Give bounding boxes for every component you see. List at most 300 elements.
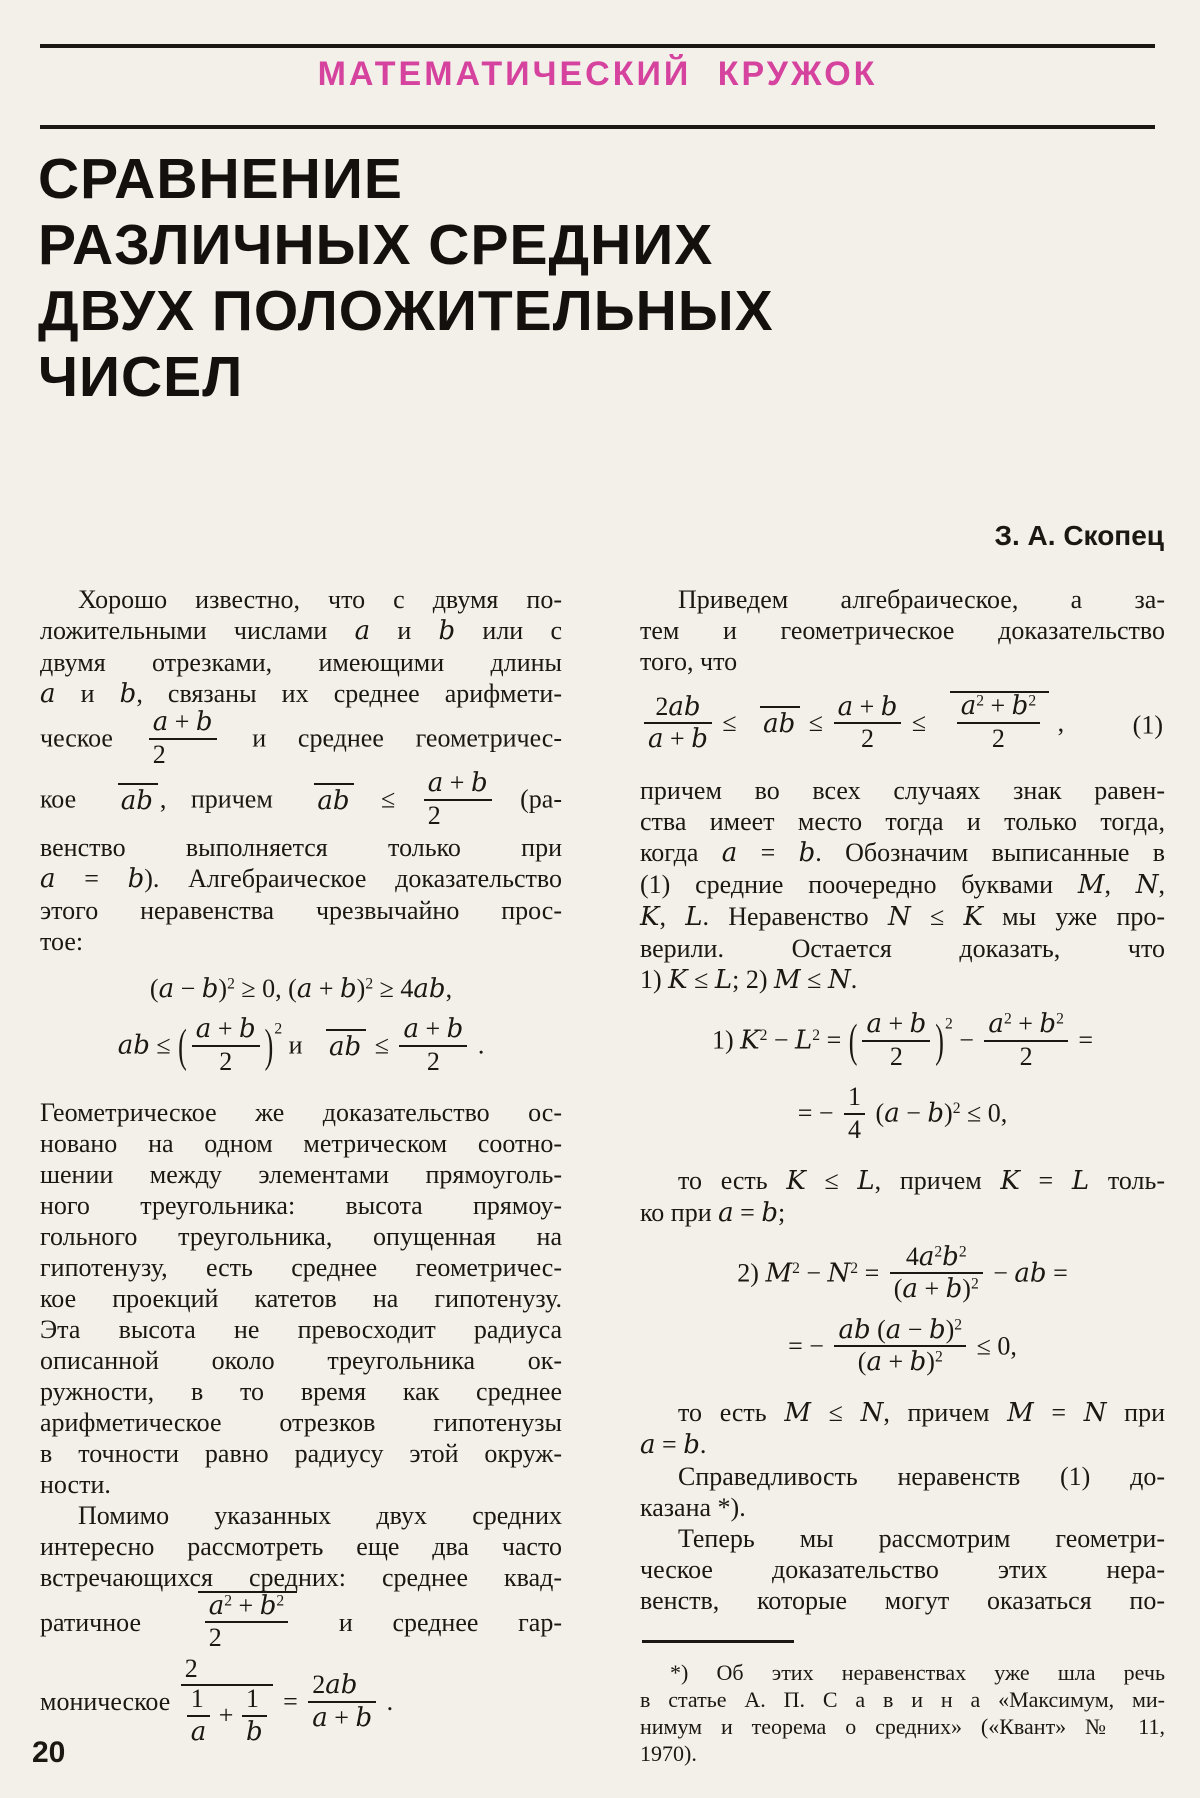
text: арифметическое отрезков гипотенузы [40, 1407, 562, 1437]
text: и [370, 616, 439, 645]
math-variable: b [928, 1314, 946, 1345]
text: = [733, 1197, 762, 1227]
equation-row [640, 693, 1165, 757]
text: ( [149, 974, 159, 1004]
denominator [984, 1042, 1067, 1072]
text: интересно рассмотреть еще два часто [40, 1531, 562, 1561]
paragraph-line [40, 1283, 562, 1314]
paragraph-line [640, 1397, 1165, 1429]
paragraph-line [640, 837, 1165, 869]
text: 1 [190, 1684, 204, 1714]
paragraph-line [40, 1097, 562, 1128]
math-variable: M [784, 1397, 811, 1428]
fraction [834, 1316, 966, 1377]
author-byline: З. А. Скопец [994, 520, 1164, 551]
paragraph-line [640, 1197, 1165, 1229]
paragraph [640, 1165, 1165, 1229]
text: ( [870, 1314, 886, 1344]
text: встречающихся средних: среднее квад- [40, 1562, 562, 1592]
radical-sign [299, 783, 314, 817]
big-paren: ( [848, 1014, 858, 1067]
paragraph [640, 1523, 1165, 1616]
math-variable: b [245, 1716, 263, 1747]
big-paren: ) [264, 1019, 274, 1073]
math-variable: b [927, 1098, 945, 1129]
math-variable: L [1071, 1165, 1090, 1196]
text: ного треугольника: высота прямоу- [40, 1190, 562, 1220]
title-line: СРАВНЕНИЕ [38, 147, 403, 211]
text: + [168, 707, 196, 736]
math-variable: N [1135, 870, 1159, 901]
paragraph-line [40, 1345, 562, 1376]
superscript: 2 [850, 1259, 859, 1277]
fraction [149, 708, 217, 769]
text: ратичное [40, 1607, 181, 1637]
math-variable: L [685, 902, 703, 933]
math-variable: a [640, 1429, 656, 1460]
text: ложительными числами [40, 616, 355, 645]
denominator [187, 1717, 211, 1747]
text: + [663, 724, 692, 754]
numerator [957, 692, 1040, 724]
paragraph [640, 584, 1165, 677]
numerator [308, 1671, 376, 1703]
paragraph-line [640, 1686, 1165, 1713]
math-variable: a [296, 974, 313, 1005]
paragraph-line [640, 1429, 1165, 1461]
text: , причем [874, 1165, 1001, 1195]
text: − [799, 1258, 828, 1288]
text: + [232, 1590, 260, 1620]
superscript: 2 [274, 1020, 283, 1038]
math-variable: b [1011, 691, 1029, 721]
math-variable: b [438, 616, 456, 646]
math-variable: b [446, 1014, 464, 1045]
section-rubric: МАТЕМАТИЧЕСКИЙ КРУЖОК [317, 55, 878, 93]
paragraph-line [640, 1461, 1165, 1492]
text: , [1158, 870, 1165, 900]
text: ружности, в то время как среднее [40, 1376, 562, 1406]
math-variable: a [902, 1274, 918, 1305]
radicand [950, 691, 1049, 755]
text: ≤ [810, 1397, 861, 1427]
equation-row [40, 973, 562, 1005]
text: тем и геометрическое доказательство [640, 616, 1165, 645]
paragraph-line [640, 1659, 1165, 1686]
text: 2 [427, 800, 441, 830]
denominator [844, 1115, 865, 1145]
text: = [1046, 1258, 1068, 1288]
text: в точности равно радиусу этой окруж- [40, 1438, 562, 1468]
fraction [844, 1083, 865, 1144]
sqrt-radical [299, 783, 354, 817]
math-variable: N [827, 1258, 851, 1289]
text: ( [893, 1274, 903, 1304]
equation-number: (1) [1132, 710, 1163, 740]
superscript: 2 [958, 1242, 967, 1260]
paragraph-line [40, 1500, 562, 1531]
math-variable: a [312, 1702, 328, 1733]
display-equation [640, 1241, 1165, 1379]
math-variable: ab [838, 1314, 871, 1345]
paragraph-line [40, 707, 562, 771]
denominator [834, 724, 902, 754]
math-variable: a [885, 1314, 902, 1345]
text: Хорошо известно, что с двумя по- [78, 585, 562, 614]
text: 1) [711, 1025, 741, 1055]
text: и среднее геометричес- [220, 723, 562, 753]
superscript: 2 [954, 1316, 963, 1334]
paragraph-line [640, 806, 1165, 837]
text: . [850, 965, 858, 995]
mid-rule [40, 125, 1155, 129]
superscript: 2 [952, 1100, 961, 1118]
paragraph-line [40, 615, 562, 647]
superscript: 2 [224, 1591, 233, 1609]
text: 2 [655, 691, 669, 721]
text: ≤ [805, 1165, 858, 1195]
sqrt-radical [311, 1029, 366, 1063]
math-variable: b [798, 838, 816, 869]
math-variable: b [945, 1274, 963, 1305]
text: ) [356, 974, 366, 1004]
math-variable: M [1077, 870, 1105, 901]
paragraph-line [640, 584, 1165, 615]
math-variable: a [40, 679, 56, 709]
denominator [862, 1042, 930, 1072]
math-variable: a [918, 1241, 935, 1272]
top-rule [40, 44, 1155, 48]
text: Справедливость неравенств (1) до- [678, 1461, 1165, 1491]
math-variable: a [354, 616, 371, 646]
denominator [181, 1686, 273, 1748]
math-variable: b [683, 1429, 700, 1460]
text: = [1071, 1025, 1094, 1055]
numerator [399, 1015, 467, 1047]
paragraph-line [640, 869, 1165, 901]
text: тое: [40, 927, 84, 957]
text: казана *). [640, 1492, 746, 1522]
math-variable: K [640, 902, 660, 933]
paragraph-line [40, 1159, 562, 1190]
paragraph [40, 1500, 562, 1751]
paragraph [40, 1097, 562, 1500]
fraction [181, 1655, 273, 1749]
paragraph-line [640, 1740, 1165, 1767]
text: Геометрическое же доказательство ос- [40, 1097, 562, 1127]
right-column-body [640, 584, 1165, 1616]
footnote [640, 1640, 1165, 1767]
text: верили. Остается доказать, что [640, 934, 1165, 964]
numerator [834, 1316, 966, 1348]
text: . [471, 1030, 485, 1060]
text: + [853, 691, 881, 721]
text: 2 [860, 724, 874, 754]
text: того, что [640, 647, 738, 676]
denominator [242, 1717, 267, 1747]
denominator [957, 724, 1040, 754]
math-variable: b [340, 974, 357, 1005]
math-variable: ab [120, 785, 153, 816]
equation-row [640, 1241, 1165, 1306]
math-variable: a [721, 838, 738, 869]
title-line: ЧИСЕЛ [38, 345, 244, 409]
text: , [659, 902, 686, 932]
paragraph-line [640, 901, 1165, 933]
numerator [205, 1592, 288, 1624]
fraction [205, 1592, 288, 1653]
radicand [326, 1029, 366, 1063]
text: двумя отрезками, имеющими длины [40, 648, 562, 677]
text: мы уже про- [982, 902, 1166, 932]
text: толь- [1089, 1165, 1166, 1195]
fraction [862, 1010, 930, 1071]
text: ческое доказательство этих нера- [640, 1554, 1165, 1584]
text: ≥ 0, ( [234, 974, 297, 1004]
math-variable: b [909, 1347, 927, 1378]
radicand [760, 706, 800, 740]
text: ( [857, 1347, 867, 1377]
denominator [644, 724, 712, 754]
text: = [1033, 1397, 1084, 1427]
text: и среднее гар- [299, 1607, 562, 1637]
math-variable: a [40, 864, 56, 895]
numerator [984, 1010, 1067, 1042]
superscript: 2 [276, 1591, 285, 1609]
text: . [699, 1429, 707, 1459]
text: ≤ 0, [960, 1098, 1008, 1128]
text: или с [455, 616, 562, 645]
text: то есть [678, 1165, 787, 1195]
text: 2 [184, 1653, 198, 1683]
text: + [881, 1347, 910, 1377]
radicand [314, 783, 354, 817]
math-variable: b [691, 724, 708, 755]
fraction [399, 1015, 467, 1076]
math-variable: M [1007, 1397, 1034, 1428]
text: + [984, 691, 1012, 720]
text: 2 [312, 1670, 326, 1700]
sqrt-radical [745, 706, 800, 740]
math-variable: N [887, 902, 911, 933]
text: = [55, 864, 128, 894]
fraction [187, 1685, 211, 1746]
display-equation [40, 973, 562, 1078]
paragraph [40, 584, 562, 957]
paragraph [640, 1397, 1165, 1461]
math-variable: b [119, 679, 137, 709]
fraction [890, 1243, 983, 1304]
denominator [834, 1347, 966, 1377]
paragraph [640, 1659, 1165, 1767]
fraction [834, 693, 902, 754]
text: 2 [1019, 1041, 1033, 1071]
math-variable: K [740, 1025, 760, 1056]
sqrt-radical [103, 783, 158, 817]
math-variable: b [355, 1702, 373, 1733]
text: + [881, 1009, 910, 1039]
paragraph-line [40, 926, 562, 957]
paragraph-line [640, 964, 1165, 996]
paragraph-line [640, 1554, 1165, 1585]
text: ≤ [800, 965, 828, 995]
math-variable: b [201, 974, 219, 1005]
text: ) [945, 1314, 955, 1344]
math-variable: L [857, 1165, 875, 1196]
title-line: РАЗЛИЧНЫХ СРЕДНИХ [38, 213, 714, 277]
math-variable: a [208, 1590, 225, 1621]
math-variable: ab [117, 1030, 150, 1061]
paragraph-line [40, 895, 562, 926]
text: нимум и теорема о средних» («Квант» № 11, [640, 1713, 1165, 1739]
text: = [737, 838, 799, 868]
text: + [917, 1274, 946, 1304]
text: ≤ [905, 708, 933, 738]
math-variable: a [837, 691, 854, 722]
math-variable: N [860, 1397, 884, 1428]
numerator [644, 693, 712, 725]
superscript: 2 [365, 975, 374, 993]
text: Помимо указанных двух средних [78, 1500, 562, 1530]
paragraph-line [40, 863, 562, 895]
superscript: 2 [1003, 1010, 1012, 1028]
big-paren: ( [178, 1019, 187, 1073]
text: + [211, 1014, 239, 1044]
text: − [174, 974, 202, 1004]
math-variable: K [786, 1165, 806, 1196]
text: 2 [991, 723, 1005, 753]
text: , [1051, 708, 1065, 738]
text: ) [944, 1098, 953, 1128]
text: в статье А. П. С а в и н а «Максимум, ми- [640, 1686, 1165, 1712]
math-variable: ab [325, 1670, 358, 1701]
text: ≤ [802, 708, 830, 738]
numerator [862, 1010, 930, 1042]
text: Приведем алгебраическое, а за- [678, 585, 1165, 614]
text: 1970). [640, 1740, 697, 1766]
text: = [276, 1686, 305, 1716]
paragraph [640, 775, 1165, 996]
title-line: ДВУХ ПОЛОЖИТЕЛЬНЫХ [38, 279, 774, 343]
text: ческое [40, 723, 145, 753]
text: ≥ 4 [373, 974, 414, 1004]
paragraph-line [40, 1438, 562, 1469]
numerator [192, 1015, 260, 1047]
denominator [424, 801, 492, 831]
paragraph-line [640, 1713, 1165, 1740]
text: (ра- [495, 784, 563, 814]
text: = − [797, 1098, 841, 1128]
page-number: 20 [32, 1736, 66, 1769]
text: венство выполняется только при [40, 833, 562, 863]
paragraph-line [40, 1128, 562, 1159]
numerator [844, 1083, 865, 1115]
text: ) [962, 1274, 971, 1304]
denominator [149, 740, 217, 770]
text: ) [218, 974, 228, 1004]
denominator [399, 1047, 467, 1077]
superscript: 2 [759, 1027, 768, 1045]
math-variable: M [765, 1258, 793, 1289]
paragraph-line [640, 1165, 1165, 1197]
text: 2 [208, 1623, 222, 1653]
text: (1) средние поочередно буквами [640, 870, 1078, 900]
text: 2 [152, 739, 166, 769]
text: − [899, 1098, 928, 1128]
paragraph-line [40, 584, 562, 615]
text: 1) [640, 965, 669, 995]
paragraph-line [40, 1221, 562, 1252]
paragraph-line [40, 647, 562, 678]
numerator [890, 1243, 983, 1275]
math-variable: ab [1014, 1258, 1047, 1289]
text: кое проекций катетов на гипотенузу. [40, 1283, 562, 1313]
text: 4 [848, 1114, 862, 1144]
text: когда [640, 838, 722, 868]
text: ). Алгебраическое доказательство [144, 864, 562, 894]
equation-row [40, 1014, 562, 1078]
text: ≤ 0, [970, 1331, 1017, 1361]
math-variable: L [795, 1025, 813, 1056]
sqrt-radical [183, 1591, 297, 1655]
paragraph-line [40, 1252, 562, 1283]
numerator [187, 1685, 211, 1717]
math-variable: b [470, 768, 488, 799]
text: новано на одном метрическом соотно- [40, 1128, 562, 1158]
text: ) [926, 1347, 935, 1377]
footnote-rule [642, 1640, 794, 1643]
superscript: 2 [976, 692, 984, 710]
math-variable: a [190, 1716, 207, 1747]
text: моническое [40, 1686, 177, 1716]
paragraph-line [640, 1585, 1165, 1616]
text: 2 [889, 1041, 903, 1071]
math-variable: b [127, 864, 145, 895]
text: шении между элементами прямоуголь- [40, 1159, 562, 1189]
text: при [1106, 1397, 1166, 1427]
text: , причем [159, 784, 298, 814]
superscript: 2 [1056, 1010, 1064, 1028]
math-variable: K [1000, 1165, 1020, 1196]
paragraph-line [640, 1523, 1165, 1554]
radicand [118, 783, 158, 817]
fraction [242, 1685, 267, 1746]
text: + [1011, 1009, 1040, 1039]
text: . [380, 1686, 394, 1716]
math-variable: a [718, 1197, 734, 1228]
text: = − [788, 1331, 831, 1361]
text: + [443, 768, 471, 798]
equation-row [640, 1009, 1165, 1073]
paragraph-line [640, 775, 1165, 806]
math-variable: a [195, 1014, 212, 1045]
superscript: 2 [934, 1348, 943, 1366]
text: , [1104, 870, 1136, 900]
superscript: 2 [944, 1015, 953, 1033]
numerator [149, 708, 217, 740]
text: + [418, 1014, 447, 1044]
text: 2 [219, 1046, 233, 1076]
text: + [212, 1700, 240, 1730]
radical-sign [183, 1591, 198, 1655]
math-variable: a [866, 1347, 882, 1378]
text: + [327, 1702, 356, 1732]
text: Теперь мы рассмотрим геометри- [678, 1523, 1165, 1553]
text: = [858, 1258, 886, 1288]
math-variable: b [259, 1590, 277, 1621]
fraction [984, 1010, 1067, 1071]
paragraph-line [40, 1376, 562, 1407]
